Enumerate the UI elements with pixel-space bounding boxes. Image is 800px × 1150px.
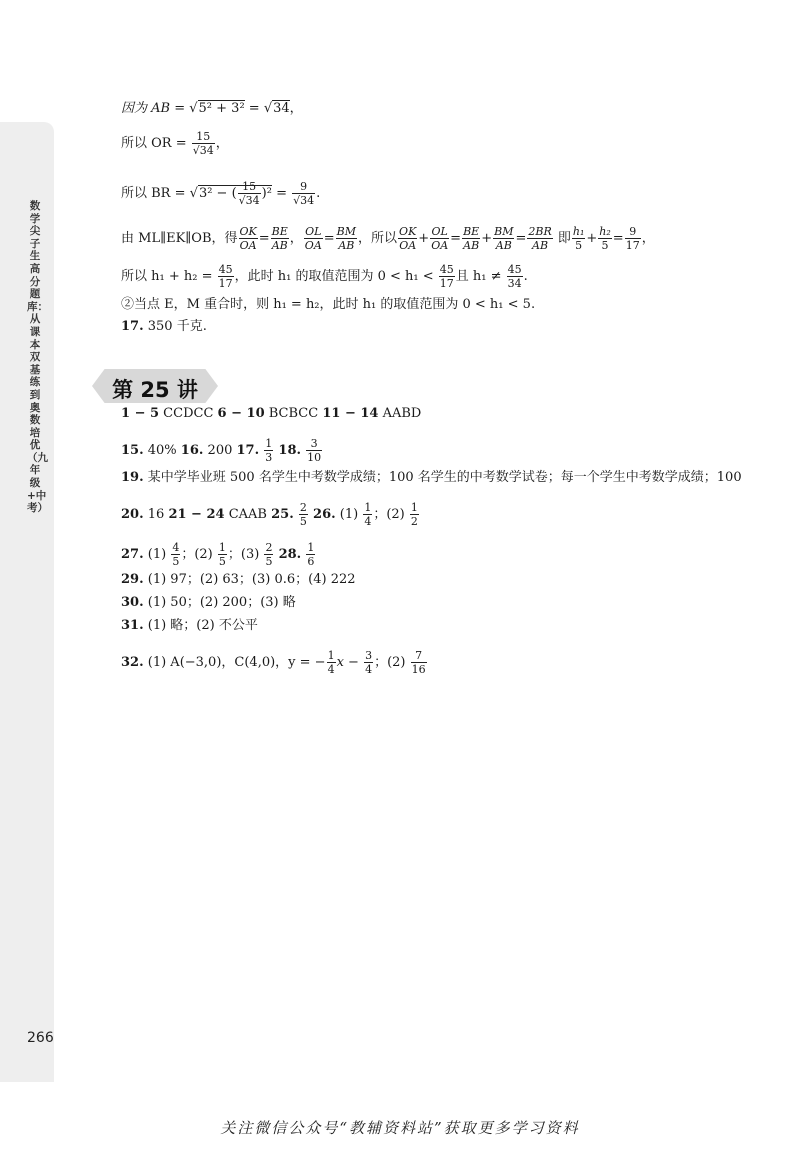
text-line: 因为 AB = √5² + 3² = √34， [121, 101, 303, 116]
answer-line: 15. 40% 16. 200 17. $\frac{1}{3}$ 18. $\frac{3}{10}$ [121, 437, 322, 464]
text-line: 所以 h₁ + h₂ = $\frac{45}{17}$ ，此时 h₁ 的取值范围为 0 < h₁ < $\frac{45}{17}$ 且 h₁ ≠ $\frac{45}{34}$ . [121, 263, 528, 290]
text-line: ②当点 E，M 重合时，则 h₁ = h₂，此时 h₁ 的取值范围为 0 < h₁ < 5. [121, 297, 536, 312]
text-line: 所以 OR = $\frac{15}{√34}$ ， [121, 130, 229, 157]
text-line: 所以 BR = √3² − ( $\frac{15}{√34}$ )² = $\frac{9}{√34}$ . [121, 180, 321, 207]
answer-line: 19. 某中学毕业班 500 名学生中考数学成绩；100 名学生的中考数学试卷；每一个学生中考数学成绩；100 [121, 470, 742, 485]
book-title: 数学尖子生高分题库：从课本双基练到奥数培优（九年级+中考） [27, 200, 48, 515]
answer-line: 1 − 5 CCDCC 6 − 10 BCBCC 11 − 14 AABD [121, 406, 422, 421]
section-heading: 第 25 讲 [92, 369, 218, 403]
answer-line: 32. (1) A(−3,0)，C(4,0)，y = − $\frac{1}{4}$ x − $\frac{3}{4}$ ；(2) $\frac{7}{16}$ [121, 649, 426, 676]
text-line: 17. 350 千克. [121, 319, 207, 334]
fraction: $\frac{15}{√34}$ [192, 130, 214, 157]
footer-watermark: 关注微信公众号“教辅资料站”获取更多学习资料 [220, 1119, 580, 1137]
answer-line: 31. (1) 略；(2) 不公平 [121, 618, 258, 633]
page-number: 266 [27, 1030, 54, 1046]
text-line: 由 ML∥EK∥OB，得 $\frac{OK}{OA}$ = $\frac{BE}{AB}$ ， $\frac{OL}{OA}$ = $\frac{BM}{AB}$ ，所以 $\frac{OK}{OA}$ + $\frac{OL}{OA}$ = $\frac{BE}{AB}$ + $\frac{BM}{AB}$ = $\frac{2BR}{AB}$ 即 $\frac{\text{h₁}}{5}$ + $\frac{\text{h₂}}{5}$ = $\frac{9}{17}$ ， [121, 225, 655, 252]
answer-line: 30. (1) 50；(2) 200；(3) 略 [121, 595, 296, 610]
answer-line: 20. 16 21 − 24 CAAB 25. $\frac{2}{5}$ 26. (1) $\frac{1}{4}$ ；(2) $\frac{1}{2}$ [121, 501, 418, 528]
answer-line: 27. (1) $\frac{4}{5}$ ；(2) $\frac{1}{5}$ ；(3) $\frac{2}{5}$ 28. $\frac{1}{6}$ [121, 541, 315, 568]
answer-line: 29. (1) 97；(2) 63；(3) 0.6；(4) 222 [121, 572, 356, 587]
